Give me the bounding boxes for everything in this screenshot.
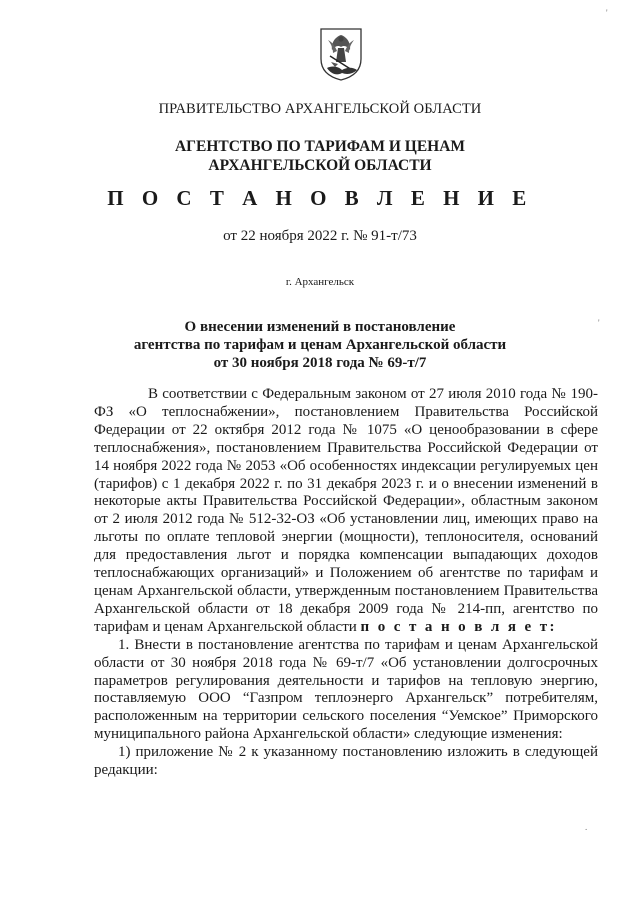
document-body <box>94 386 598 780</box>
document-subject <box>0 318 640 372</box>
agency-name-line1: АГЕНТСТВО ПО ТАРИФАМ И ЦЕНАМ <box>174 138 466 155</box>
preamble-text: В соответствии с Федеральным законом от 27 июля 2010 года № 190-ФЗ «О теплоснабжении», постановлением Правительства Российской Федерации от 22 октября 2012 года № 1075 «О ценообразовании в сфере теплоснабжения», постановлением Правительства Российской Федерации от 14 ноября 2022 года № 2053 «Об особенностях индексации регулируемых цен (тарифов) с 1 декабря 2022 г. по 31 декабря 2023 г. и о внесении изменений в некоторые акты Правительства Российской Федерации», областным законом от 2 июля 2012 года № 512-32-ОЗ «Об установлении лиц, имеющих право на льготы по оплате тепловой энергии (мощности), теплоносителя, оснований для предоставления льгот и порядка компенсации выпадающих доходов теплоснабжающих организаций» и Положением об агентстве по тарифам и ценам Архангельской области, утвержденным постановлением Правительства Архангельской области от 18 декабря 2009 года № 214-пп, агентство по тарифам и ценам Архангельской области <box>94 386 598 635</box>
scan-mark: . <box>585 822 588 832</box>
subject-line1: О внесении изменений в постановление <box>184 319 456 335</box>
scan-mark: ' <box>606 8 608 18</box>
agency-name-line2: АРХАНГЕЛЬСКОЙ ОБЛАСТИ <box>208 157 432 174</box>
resolution-keyword: п о с т а н о в л я е т: <box>360 618 557 635</box>
item-1-paragraph: 1. Внести в постановление агентства по тарифам и ценам Архангельской области от 30 ноября 2018 года № 69-т/7 «Об установлении долгосрочных параметров регулирования деятельности и тарифов на тепловую энергию, поставляемую ООО “Газпром теплоэнерго Архангельск” потребителям, расположенным на территории сельского поселения “Уемское” Приморского муниципального района Архангельской области» следующие изменения: <box>94 636 598 743</box>
agency-name <box>0 137 640 175</box>
archangel-coat-of-arms-icon <box>318 26 364 82</box>
subitem-1-paragraph: 1) приложение № 2 к указанному постановлению изложить в следующей редакции: <box>94 744 598 779</box>
document-type: П О С Т А Н О В Л Е Н И Е <box>107 186 533 210</box>
scan-mark: ' <box>598 318 600 328</box>
document-city: г. Архангельск <box>285 276 355 288</box>
document-date-number: от 22 ноября 2022 г. № 91-т/73 <box>223 228 417 244</box>
subject-line3: от 30 ноября 2018 года № 69-т/7 <box>213 355 427 371</box>
preamble-paragraph <box>94 386 598 637</box>
subject-line2: агентства по тарифам и ценам Архангельской области <box>133 337 507 353</box>
government-name: ПРАВИТЕЛЬСТВО АРХАНГЕЛЬСКОЙ ОБЛАСТИ <box>158 101 482 117</box>
